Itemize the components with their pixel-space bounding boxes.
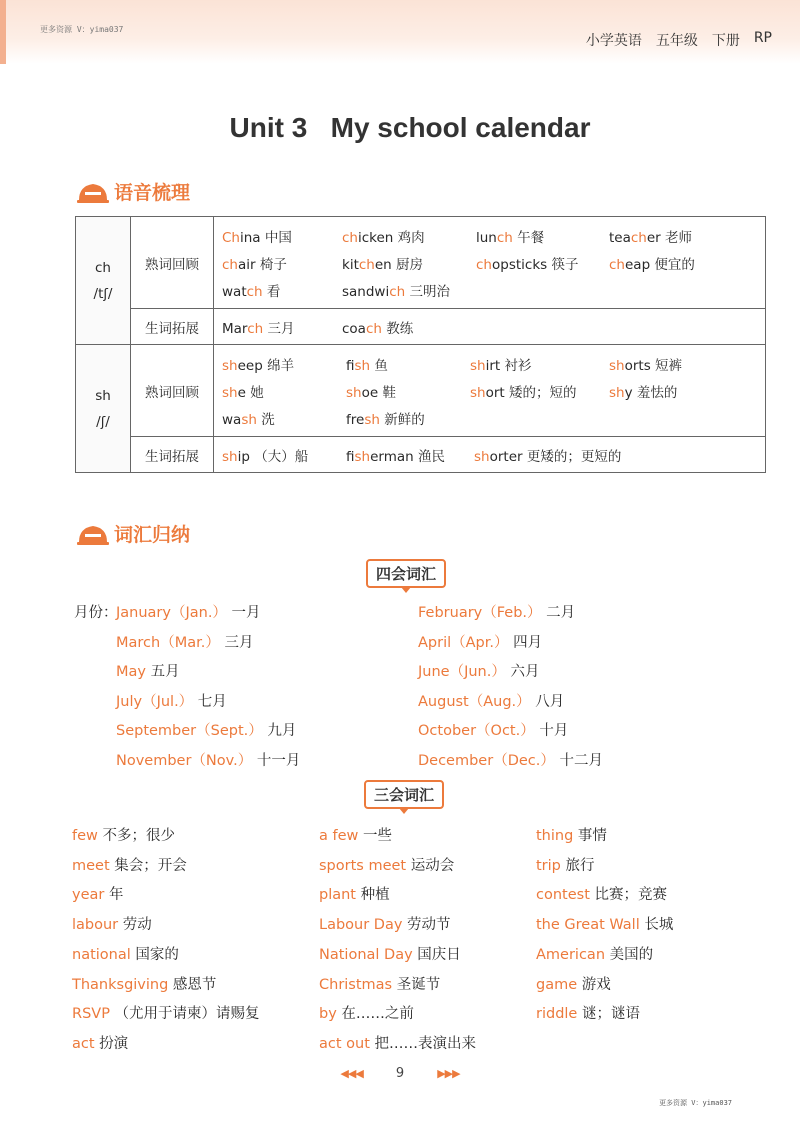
- phonics-word: [222, 317, 342, 337]
- vocab-item: [319, 824, 392, 845]
- month-english: August（Aug.）: [418, 693, 531, 710]
- phonics-word: [470, 381, 609, 401]
- phonics-word: [346, 445, 474, 465]
- vocab-item: [536, 854, 595, 875]
- month-chinese: 十一月: [252, 752, 301, 769]
- word-meaning: 看: [262, 283, 281, 300]
- phonics-word: [609, 253, 729, 273]
- page-nav: [0, 1066, 800, 1081]
- vocab-english: national: [72, 946, 131, 963]
- page-number: 9: [395, 1066, 405, 1081]
- section-badge-icon: [76, 180, 110, 204]
- word-highlight: sh: [474, 448, 490, 465]
- vocab-chinese: 长城: [639, 917, 674, 934]
- subject-label: 小学英语: [585, 33, 642, 49]
- phonics-word: [222, 354, 346, 374]
- vocab-item: [72, 854, 187, 875]
- vocab-chinese: 运动会: [406, 857, 455, 874]
- vocab-item: [72, 913, 152, 934]
- three-skill-tag: 三会词汇: [364, 780, 444, 809]
- word-part: orts: [624, 357, 651, 374]
- vocab-english: Thanksgiving: [72, 976, 169, 993]
- word-meaning: 矮的；短的: [504, 384, 577, 401]
- prev-arrows-icon: ◀◀◀: [340, 1067, 363, 1080]
- word-highlight: sh: [470, 357, 486, 374]
- word-highlight: sh: [364, 411, 380, 428]
- word-part: lun: [476, 229, 497, 246]
- vocab-english: labour: [72, 917, 119, 934]
- phonics-word: [222, 408, 346, 428]
- word-meaning: 三明治: [405, 283, 451, 300]
- vocab-chinese: 谜；谜语: [577, 1006, 640, 1023]
- vocab-english: riddle: [536, 1006, 578, 1023]
- vocab-english: game: [536, 976, 578, 993]
- word-highlight: ch: [389, 283, 406, 300]
- category-new: 生词拓展: [131, 309, 214, 345]
- section-vocab-heading: [76, 520, 190, 547]
- word-meaning: （大）船: [249, 448, 309, 465]
- month-prefix: 月份：: [74, 605, 118, 621]
- phonics-word: [609, 354, 729, 374]
- vocab-item: [72, 943, 179, 964]
- vocab-item: [536, 1002, 640, 1023]
- category-new: 生词拓展: [131, 437, 214, 473]
- month-chinese: 一月: [226, 605, 261, 621]
- vocab-english: trip: [536, 857, 561, 874]
- vocab-chinese: 事情: [573, 828, 607, 844]
- words-cell: [214, 345, 766, 437]
- month-item: [116, 660, 180, 681]
- word-meaning: 鞋: [378, 384, 396, 401]
- section-badge-icon: [76, 522, 110, 546]
- word-meaning: 老师: [660, 229, 693, 246]
- section-vocab-label: 词汇归纳: [114, 524, 191, 546]
- vocab-english: meet: [72, 857, 110, 874]
- month-english: March（Mar.）: [116, 634, 220, 651]
- category-known: 熟词回顾: [131, 345, 214, 437]
- month-item: [116, 631, 253, 652]
- month-english: February（Feb.）: [418, 605, 542, 621]
- word-highlight: sh: [222, 448, 238, 465]
- vocab-item: [536, 973, 611, 994]
- word-meaning: 教练: [381, 320, 414, 337]
- vocab-english: American: [536, 946, 606, 963]
- volume-label: 下册: [711, 33, 740, 49]
- month-chinese: 三月: [219, 634, 254, 651]
- vocab-chinese: 感恩节: [168, 976, 217, 993]
- edition-label: RP: [753, 30, 772, 46]
- word-part: icken: [357, 229, 394, 246]
- phonics-word: [342, 226, 476, 246]
- phonics-word: [474, 445, 674, 465]
- word-highlight: sh: [222, 357, 238, 374]
- vocab-chinese: 劳动节: [402, 917, 451, 934]
- month-chinese: 五月: [145, 664, 180, 680]
- word-part: sandwi: [342, 283, 390, 300]
- month-chinese: 二月: [541, 605, 576, 621]
- phonics-word: [222, 280, 342, 300]
- vocab-chinese: 旅行: [560, 857, 595, 874]
- phonics-word: [346, 381, 470, 401]
- word-meaning: 便宜的: [650, 256, 695, 273]
- vocab-english: thing: [536, 828, 574, 844]
- vocab-english: Labour Day: [319, 917, 403, 934]
- section-phonics-label: 语音梳理: [114, 182, 191, 204]
- phonics-table: [75, 216, 766, 473]
- word-part: eap: [624, 256, 651, 273]
- vocab-english: act out: [319, 1035, 370, 1052]
- vocab-english: by: [319, 1006, 337, 1023]
- vocab-chinese: 劳动: [118, 917, 152, 934]
- word-highlight: sh: [609, 357, 625, 374]
- word-part: y: [624, 384, 633, 401]
- month-english: July（Jul.）: [116, 693, 194, 710]
- table-row: [76, 217, 766, 309]
- word-meaning: 鸡肉: [393, 229, 425, 246]
- vocab-chinese: 种植: [356, 887, 390, 904]
- month-english: June（Jun.）: [418, 664, 506, 680]
- month-item: [418, 749, 603, 770]
- phonics-word: [476, 226, 609, 246]
- word-highlight: sh: [346, 384, 362, 401]
- vocab-english: a few: [319, 828, 359, 844]
- word-part: en: [374, 256, 392, 273]
- vocab-item: [319, 913, 451, 934]
- phonics-word: [346, 354, 470, 374]
- word-meaning: 羞怯的: [632, 384, 678, 401]
- vocab-english: year: [72, 887, 105, 904]
- vocab-chinese: 国庆日: [412, 946, 461, 963]
- table-row: [76, 345, 766, 437]
- vocab-english: Christmas: [319, 976, 393, 993]
- word-highlight: sh: [354, 448, 371, 465]
- vocab-item: [72, 1002, 260, 1023]
- phonics-word: [609, 381, 729, 401]
- word-grid: [214, 311, 765, 343]
- vocab-item: [536, 824, 607, 845]
- word-part: ina: [239, 229, 261, 246]
- sound-letters: ch: [95, 259, 111, 276]
- word-meaning: 厨房: [391, 256, 424, 273]
- word-highlight: ch: [222, 256, 238, 273]
- word-part: Mar: [222, 320, 248, 337]
- vocab-chinese: 比赛；竞赛: [589, 887, 667, 904]
- month-chinese: 七月: [193, 693, 227, 710]
- vocab-item: [319, 854, 454, 875]
- word-meaning: 衬衫: [500, 357, 532, 374]
- word-meaning: 渔民: [413, 448, 446, 465]
- vocab-chinese: 美国的: [605, 946, 654, 963]
- vocab-english: contest: [536, 887, 590, 904]
- word-part: opsticks: [491, 256, 548, 273]
- month-english: April（Apr.）: [418, 634, 509, 651]
- word-highlight: sh: [354, 357, 371, 374]
- month-english: September（Sept.）: [116, 723, 263, 739]
- month-english: November（Nov.）: [116, 752, 253, 769]
- month-english: May: [116, 664, 146, 680]
- month-item: [418, 690, 564, 711]
- next-arrows-icon: ▶▶▶: [437, 1067, 460, 1080]
- word-highlight: ch: [630, 229, 647, 246]
- word-meaning: 短裤: [650, 357, 683, 374]
- words-cell: [214, 309, 766, 345]
- word-meaning: 新鲜的: [379, 411, 425, 428]
- word-meaning: 更矮的；更短的: [522, 448, 622, 465]
- vocab-chinese: 不多；很少: [97, 828, 175, 844]
- word-highlight: Ch: [222, 229, 240, 246]
- phonics-word: [222, 253, 342, 273]
- vocab-item: [319, 1002, 414, 1023]
- month-chinese: 四月: [508, 634, 543, 651]
- phonics-word: [342, 253, 476, 273]
- month-item: [418, 601, 575, 622]
- word-meaning: 绵羊: [262, 357, 295, 374]
- word-highlight: ch: [342, 229, 358, 246]
- vocab-chinese: 集会；开会: [109, 857, 187, 874]
- vocab-english: the Great Wall: [536, 917, 640, 934]
- sound-cell-sh: [76, 345, 131, 473]
- sound-cell-ch: [76, 217, 131, 345]
- month-chinese: 十月: [534, 723, 569, 739]
- word-grid: [214, 348, 765, 434]
- word-part: ip: [237, 448, 250, 465]
- word-highlight: ch: [476, 256, 492, 273]
- table-row: [76, 309, 766, 345]
- vocab-item: [72, 883, 123, 904]
- word-highlight: ch: [365, 320, 382, 337]
- vocab-chinese: 把……表演出来: [369, 1035, 477, 1052]
- word-highlight: ch: [247, 320, 264, 337]
- vocab-item: [536, 943, 653, 964]
- month-item: [116, 601, 261, 622]
- word-highlight: ch: [609, 256, 625, 273]
- vocab-item: [536, 913, 673, 934]
- word-meaning: 椅子: [255, 256, 287, 273]
- month-item: [418, 660, 539, 681]
- sound-ipa: /ʃ/: [96, 413, 110, 430]
- vocab-chinese: 国家的: [130, 946, 179, 963]
- word-meaning: 洗: [256, 411, 275, 428]
- vocab-chinese: 年: [104, 887, 124, 904]
- four-skill-tag: 四会词汇: [366, 559, 446, 588]
- word-part: coa: [342, 320, 366, 337]
- vocab-english: plant: [319, 887, 356, 904]
- word-highlight: ch: [358, 256, 375, 273]
- vocab-english: RSVP: [72, 1006, 110, 1023]
- word-highlight: sh: [222, 384, 238, 401]
- month-item: [116, 719, 296, 740]
- word-part: tea: [609, 229, 631, 246]
- vocab-item: [319, 883, 390, 904]
- vocab-chinese: 圣诞节: [392, 976, 441, 993]
- vocab-item: [319, 1032, 476, 1053]
- words-cell: [214, 437, 766, 473]
- sound-ipa: /tʃ/: [93, 285, 113, 302]
- month-item: [418, 631, 542, 652]
- phonics-word: [470, 354, 609, 374]
- word-part: oe: [361, 384, 379, 401]
- word-meaning: 鱼: [370, 357, 388, 374]
- word-meaning: 午餐: [512, 229, 545, 246]
- month-item: [116, 690, 227, 711]
- word-part: e: [237, 384, 246, 401]
- vocab-chinese: 游戏: [577, 976, 611, 993]
- word-part: orter: [489, 448, 523, 465]
- vocab-item: [72, 973, 216, 994]
- phonics-word: [222, 381, 346, 401]
- word-meaning: 筷子: [547, 256, 579, 273]
- word-part: air: [237, 256, 256, 273]
- month-item: [116, 749, 300, 770]
- word-meaning: 中国: [260, 229, 292, 246]
- vocab-chinese: 扮演: [94, 1035, 129, 1052]
- vocab-english: act: [72, 1035, 95, 1052]
- month-english: December（Dec.）: [418, 752, 555, 769]
- vocab-chinese: 在……之前: [336, 1006, 414, 1023]
- vocab-item: [319, 943, 461, 964]
- grade-label: 五年级: [655, 33, 698, 49]
- table-row: [76, 437, 766, 473]
- phonics-word: [222, 226, 342, 246]
- word-meaning: 三月: [263, 320, 295, 337]
- phonics-word: [222, 445, 346, 465]
- word-part: wat: [222, 283, 247, 300]
- word-highlight: sh: [241, 411, 257, 428]
- section-phonics-heading: [76, 178, 190, 205]
- month-item: [418, 719, 568, 740]
- book-meta: [586, 30, 772, 50]
- month-chinese: 六月: [505, 664, 540, 680]
- word-part: kit: [342, 256, 359, 273]
- phonics-word: [609, 226, 729, 246]
- word-grid: [214, 439, 765, 471]
- word-highlight: ch: [496, 229, 513, 246]
- word-part: fre: [346, 411, 365, 428]
- vocab-english: few: [72, 828, 98, 844]
- word-part: fi: [346, 448, 355, 465]
- word-part: er: [646, 229, 661, 246]
- vocab-english: sports meet: [319, 857, 407, 874]
- vocab-item: [319, 973, 440, 994]
- top-watermark: 更多资源 V：yima037: [40, 25, 124, 34]
- word-highlight: ch: [246, 283, 263, 300]
- header-accent-strip: [0, 0, 6, 64]
- vocab-item: [72, 824, 175, 845]
- phonics-word: [346, 408, 470, 428]
- word-part: eep: [237, 357, 263, 374]
- page-title: Unit 3 My school calendar: [229, 112, 591, 143]
- sound-letters: sh: [95, 387, 111, 404]
- word-part: fi: [346, 357, 355, 374]
- month-chinese: 八月: [530, 693, 565, 710]
- word-highlight: sh: [609, 384, 625, 401]
- words-cell: [214, 217, 766, 309]
- vocab-item: [536, 883, 667, 904]
- vocab-chinese: （尤用于请柬）请赐复: [109, 1006, 260, 1023]
- word-part: ort: [485, 384, 505, 401]
- phonics-word: [476, 253, 609, 273]
- word-part: irt: [485, 357, 501, 374]
- phonics-word: [342, 280, 476, 300]
- vocab-chinese: 一些: [358, 828, 392, 844]
- month-chinese: 九月: [262, 723, 297, 739]
- vocab-item: [72, 1032, 128, 1053]
- phonics-word: [342, 317, 476, 337]
- word-grid: [214, 220, 765, 306]
- word-highlight: sh: [470, 384, 486, 401]
- word-part: erman: [370, 448, 414, 465]
- word-part: wa: [222, 411, 242, 428]
- month-chinese: 十二月: [554, 752, 603, 769]
- month-english: January（Jan.）: [116, 605, 227, 621]
- month-english: October（Oct.）: [418, 723, 535, 739]
- word-meaning: 她: [245, 384, 264, 401]
- category-known: 熟词回顾: [131, 217, 214, 309]
- vocab-english: National Day: [319, 946, 413, 963]
- bottom-watermark: 更多资源 V：yima037: [659, 1099, 732, 1107]
